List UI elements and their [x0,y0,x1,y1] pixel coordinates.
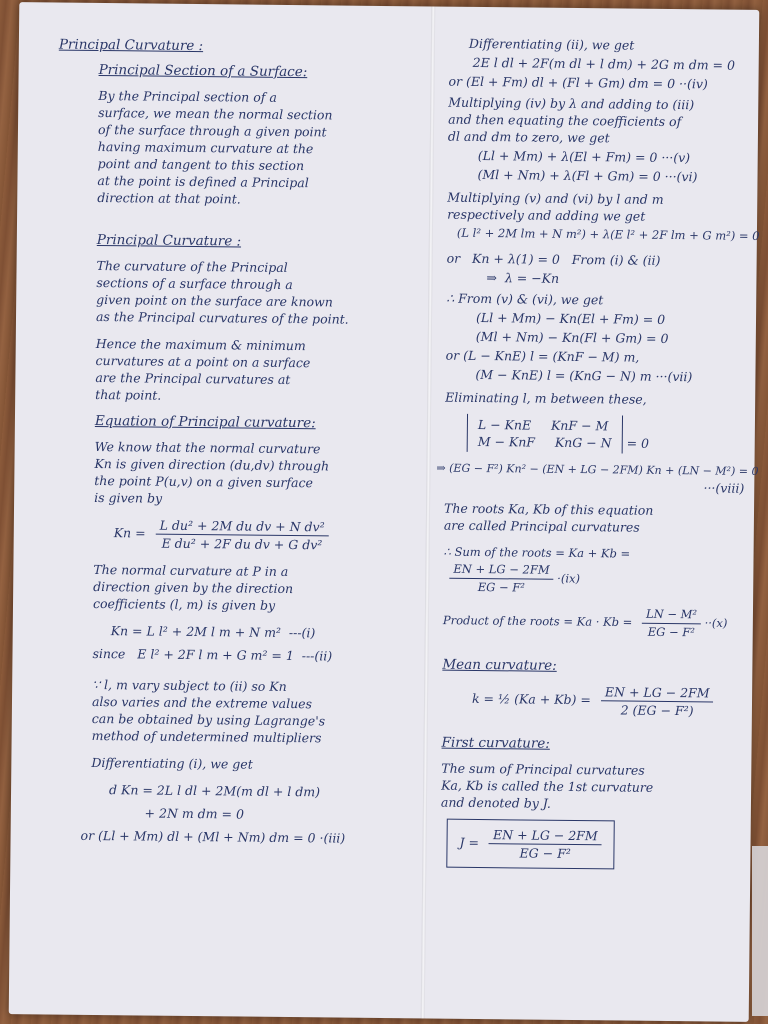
determinant-matrix [467,414,623,454]
j-numerator: EN + LG − 2FM [489,826,602,845]
equation-iii-a: d Kn = 2L l dl + 2M(m dl + l dm) [108,782,321,800]
product-of-roots [443,604,743,642]
product-denominator: EG − F² [647,624,696,640]
sum-tag: ·(ix) [557,571,581,586]
kn-lhs: Kn = [113,525,146,541]
equation-viii-tag: ···(viii) [703,480,745,496]
heading-first-curvature: First curvature: [441,734,550,752]
normal-curvature-text: The normal curvature at P in a direction given by the direction coefficients (l, m) is given by [92,561,294,613]
j-fraction [489,826,602,862]
heading-equation: Equation of Principal curvature: [94,412,316,432]
notebook-page [9,2,760,1022]
principal-section-text: By the Principal section of a surface, we mean the normal section of the surface through a given point having maximum curvature at the point and tangent to this section at the point is defined a Principal direction at that point. [97,87,333,207]
equation-vi: (Ml + Nm) + λ(Fl + Gm) = 0 ···(vi) [477,166,698,185]
principal-curvature-text: The curvature of the Principal sections of a surface through a given point on the surface are known as the Principal curvatures of the point. [95,257,349,327]
kn-fraction [155,517,328,554]
det-row-2: M − KnF KnG − N [477,433,612,451]
product-numerator: LN − M² [642,606,701,625]
equation-vii: (M − KnE) l = (KnG − N) m ···(vii) [475,366,693,385]
eliminating-text: Eliminating l, m between these, [445,389,647,407]
det-equals: = 0 [626,435,650,451]
heading-principal-section: Principal Section of a Surface: [98,61,308,81]
first-curvature-text: The sum of Principal curvatures Ka, Kb is called the 1st curvature and denoted by J. [440,760,654,811]
equation-v: (Ll + Mm) + λ(El + Fm) = 0 ···(v) [477,147,691,166]
kn-denominator: E du² + 2F du dv + G dv² [161,535,323,553]
equation-intro-text: We know that the normal curvature Kn is given direction (du,dv) through the point P(u,v) on a given surface is given by [94,438,330,506]
sum-label: ∴ Sum of the roots = Ka + Kb = [443,544,631,561]
mean-fraction [601,683,714,719]
page-title: Principal Curvature : [58,36,204,55]
sum-denominator: EG − F² [477,579,525,595]
sum-fraction [449,561,554,597]
determinant [445,408,746,461]
adjacent-page-edge [752,846,768,1016]
sum-numerator: EN + LG − 2FM [449,561,553,580]
sum-of-roots [443,544,744,599]
heading-principal-curvature: Principal Curvature : [96,231,242,250]
det-row-1: L − KnE KnF − M [477,416,609,434]
equation-iv-a: 2E l dl + 2F(m dl + l dm) + 2G m dm = 0 [472,54,736,73]
product-tag: ··(x) [704,615,728,631]
equation-iii-b: + 2N m dm = 0 [108,805,245,822]
principal-curvature-text-2: Hence the maximum & minimum curvatures at a point on a surface are the Principal curvatures at that point. [95,335,311,403]
multiplying-2-text: Multiplying (v) and (vi) by l and m respectively and adding we get [447,189,664,224]
j-denominator: EG − F² [519,845,571,861]
left-column [58,31,419,853]
equation-kn-3: or (L − KnE) l = (KnF − M) m, [445,347,640,365]
mean-lhs: k = ½ (Ka + Kb) = [471,690,591,708]
mean-denominator: 2 (EG − F²) [620,702,694,719]
equation-lambda: ⇒ λ = −Kn [486,270,560,286]
heading-mean-curvature: Mean curvature: [442,656,557,674]
roots-text: The roots Ka, Kb of this equation are called Principal curvatures [443,500,654,535]
mean-curvature-formula [472,682,742,720]
page-fold-line [421,6,436,1018]
from-v-vi-text: ∴ From (v) & (vi), we get [446,290,604,308]
product-fraction [642,606,701,642]
equation-kn-2: (Ml + Nm) − Kn(Fl + Gm) = 0 [475,328,669,346]
equation-sum: (L l² + 2M lm + N m²) + λ(E l² + 2F lm + G m²) = 0 [456,225,760,243]
differentiating-ii-label: Differentiating (ii), we get [468,35,635,53]
mean-numerator: EN + LG − 2FM [601,683,714,702]
equation-viii: ⇒ (EG − F²) Kn² − (EN + LG − 2FM) Kn + (LN − M²) = 0 [436,461,759,478]
equation-kn-lambda: or Kn + λ(1) = 0 From (i) & (ii) [446,250,661,268]
j-lhs: J = [459,834,480,851]
kn-numerator: L du² + 2M du dv + N dv² [156,517,329,537]
multiplying-text: Multiplying (iv) by λ and adding to (iii) and then equating the coefficients of dl and dm to zero, we get [447,94,695,146]
right-column [436,35,760,871]
product-label: Product of the roots = Ka · Kb = [442,613,633,630]
kn-formula [114,516,414,554]
equation-iii: or (Ll + Mm) dl + (Ml + Nm) dm = 0 ·(iii) [80,827,346,846]
first-curvature-boxed-formula [446,819,615,870]
equation-iv: or (El + Fm) dl + (Fl + Gm) dm = 0 ··(iv) [448,73,708,92]
differentiating-label: Differentiating (i), we get [91,754,253,772]
equation-i: Kn = L l² + 2M l m + N m² ---(i) [110,623,316,641]
lagrange-text: ∵ l, m vary subject to (ii) so Kn also varies and the extreme values can be obtained by using Lagrange's method of undetermined multipliers [91,676,326,746]
equation-ii: since E l² + 2F l m + G m² = 1 ---(ii) [92,645,333,664]
equation-kn-1: (Ll + Mm) − Kn(El + Fm) = 0 [475,309,666,327]
